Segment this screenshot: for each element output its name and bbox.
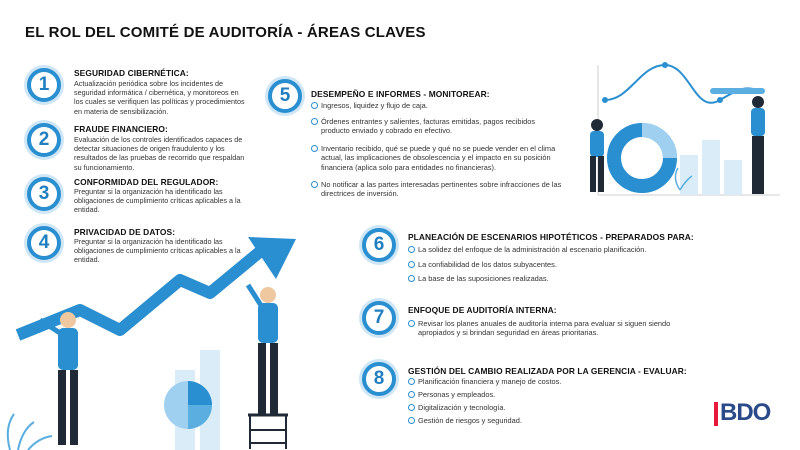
section-7-item-1: Revisar los planes anuales de auditoría interna para evaluar si siguen siendo apropiados y si brindan seguridad en áreas prioritarias.: [408, 319, 693, 338]
section-1-title: SEGURIDAD CIBERNÉTICA:: [74, 68, 189, 78]
section-6-item-2: La confiabilidad de los datos subyacentes.: [408, 260, 708, 269]
section-5-item-3: Inventario recibido, qué se puede y qué no se puede vender en el clima actual, las implicaciones de obsolescencia y el impacto en su posición financiera (aplica solo para entidades no financieras).: [311, 144, 573, 172]
section-8-number: 8: [362, 362, 396, 396]
section-6-item-1: La solidez del enfoque de la administración al escenario planificación.: [408, 245, 708, 254]
page-title: EL ROL DEL COMITÉ DE AUDITORÍA - ÁREAS CLAVES: [25, 24, 426, 41]
section-3-number: 3: [27, 177, 61, 211]
bdo-logo: [714, 399, 778, 426]
section-6-number: 6: [362, 228, 396, 262]
section-5-item-4: No notificar a las partes interesadas pertinentes sobre infracciones de las directrices de inversión.: [311, 180, 573, 199]
section-8-title: GESTIÓN DEL CAMBIO REALIZADA POR LA GERENCIA - EVALUAR:: [408, 366, 687, 376]
bdo-logo-bar: [714, 402, 718, 426]
section-3-title: CONFORMIDAD DEL REGULADOR:: [74, 177, 219, 187]
section-4-number: 4: [27, 226, 61, 260]
section-1-number: 1: [27, 68, 61, 102]
growth-illustration: [0, 225, 300, 450]
section-8-item-1: Planificación financiera y manejo de costos.: [408, 377, 688, 386]
section-6-title: PLANEACIÓN DE ESCENARIOS HIPOTÉTICOS - PREPARADOS PARA:: [408, 232, 694, 242]
section-4-body: Preguntar si la organización ha identificado las obligaciones de cumplimiento críticas aplicables a la entidad.: [74, 237, 241, 265]
section-6-item-3: La base de las suposiciones realizadas.: [408, 274, 708, 283]
section-2-title: FRAUDE FINANCIERO:: [74, 124, 168, 134]
section-7-number: 7: [362, 301, 396, 335]
section-8-item-3: Digitalización y tecnología.: [408, 403, 688, 412]
section-5-item-1: Ingresos, liquidez y flujo de caja.: [311, 101, 571, 110]
section-5-number: 5: [268, 79, 302, 113]
section-4-title: PRIVACIDAD DE DATOS:: [74, 227, 176, 237]
section-5-item-2: Órdenes entrantes y salientes, facturas emitidas, pagos recibidos producto enviado y cobrado en efectivo.: [311, 117, 551, 136]
section-8-item-2: Personas y empleados.: [408, 390, 688, 399]
section-5-title: DESEMPEÑO E INFORMES - MONITOREAR:: [311, 89, 490, 99]
bdo-logo-text: BDO: [720, 399, 771, 426]
section-2-number: 2: [27, 123, 61, 157]
section-2-body: Evaluación de los controles identificados capaces de detectar situaciones de origen fraudulento y los resultados de las pruebas de recorrido que respaldan su funcionamiento.: [74, 135, 245, 172]
section-1-body: Actualización periódica sobre los incidentes de seguridad informática / cibernética, y monitoreos en los cuales se verifiquen las políticas y procedimientos en materia de sensibilización.: [74, 79, 245, 116]
section-8-item-4: Gestión de riesgos y seguridad.: [408, 416, 688, 425]
analytics-illustration: [570, 60, 785, 210]
section-7-title: ENFOQUE DE AUDITORÍA INTERNA:: [408, 305, 557, 315]
section-3-body: Preguntar si la organización ha identificado las obligaciones de cumplimiento críticas aplicables a la entidad.: [74, 187, 241, 215]
